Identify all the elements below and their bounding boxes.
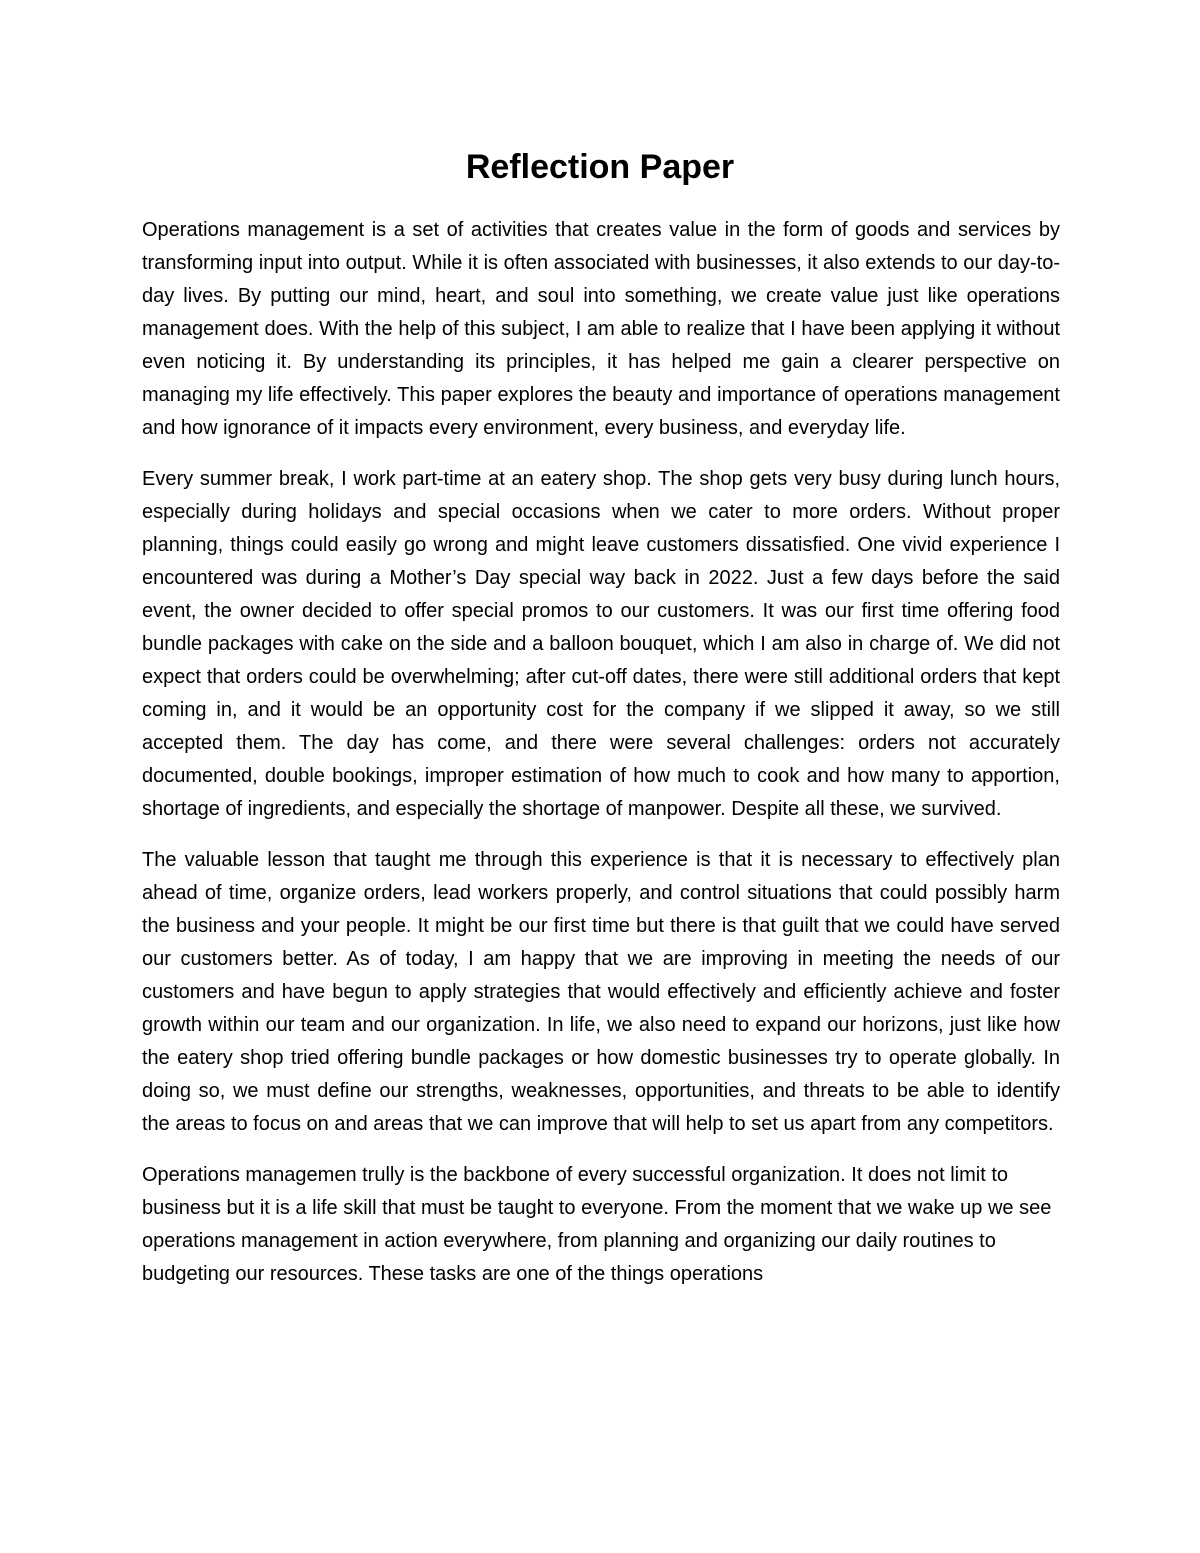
document-title: Reflection Paper bbox=[465, 148, 735, 186]
paragraph-conclusion: Operations managemen trully is the backbone of every successful organization. It does not limit to business but it is a life skill that must be taught to everyone. From the moment that we wake up we see operations management in action everywhere, from planning and organizing our daily routines to budgeting our resources. These tasks are one of the things operations bbox=[142, 1164, 1052, 1285]
paragraph-lesson: The valuable lesson that taught me through this experience is that it is necessary to effectively plan ahead of time, organize orders, lead workers properly, and control situations that could possibly harm the business and your people. It might be our first time but there is that guilt that we could have served our customers better. As of today, I am happy that we are improving in meeting the needs of our customers and have begun to apply strategies that would effectively and efficiently achieve and foster growth within our team and our organization. In life, we also need to expand our horizons, just like how the eatery shop tried offering bundle packages or how domestic businesses try to operate globally. In doing so, we must define our strengths, weaknesses, opportunities, and threats to be able to identify the areas to focus on and areas that we can improve that will help to set us apart from any competitors. bbox=[142, 849, 1060, 1135]
document-body bbox=[142, 214, 1060, 1309]
paragraph-intro: Operations management is a set of activities that creates value in the form of goods and services by transforming input into output. While it is often associated with businesses, it also extends to our day-to-day lives. By putting our mind, heart, and soul into something, we create value just like operations management does. With the help of this subject, I am able to realize that I have been applying it without even noticing it. By understanding its principles, it has helped me gain a clearer perspective on managing my life effectively. This paper explores the beauty and importance of operations management and how ignorance of it impacts every environment, every business, and everyday life. bbox=[142, 219, 1060, 439]
paragraph-experience: Every summer break, I work part-time at an eatery shop. The shop gets very busy during lunch hours, especially during holidays and special occasions when we cater to more orders. Without proper planning, things could easily go wrong and might leave customers dissatisfied. One vivid experience I encountered was during a Mother’s Day special way back in 2022. Just a few days before the said event, the owner decided to offer special promos to our customers. It was our first time offering food bundle packages with cake on the side and a balloon bouquet, which I am also in charge of. We did not expect that orders could be overwhelming; after cut-off dates, there were still additional orders that kept coming in, and it would be an opportunity cost for the company if we slipped it away, so we still accepted them. The day has come, and there were several challenges: orders not accurately documented, double bookings, improper estimation of how much to cook and how many to apportion, shortage of ingredients, and especially the shortage of manpower. Despite all these, we survived. bbox=[142, 468, 1060, 820]
